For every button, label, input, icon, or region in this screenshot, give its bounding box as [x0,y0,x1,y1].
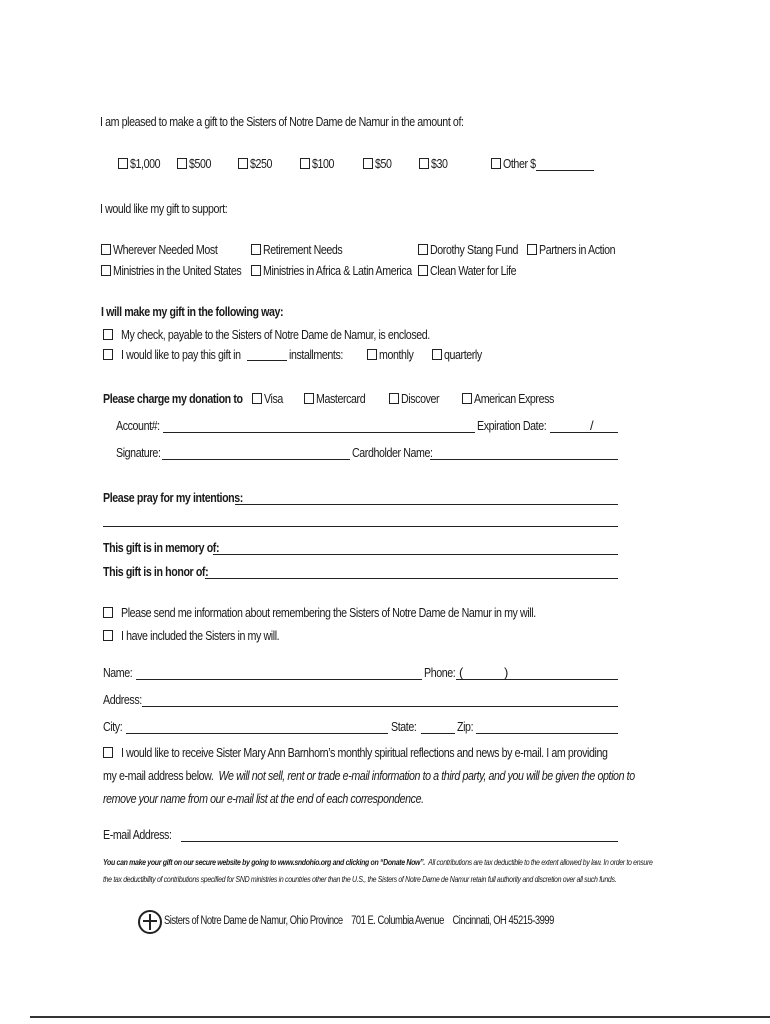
footer-address: Sisters of Notre Dame de Namur, Ohio Province 701 E. Columbia Avenue Cincinnati, OH 45215-3999 [164,915,554,927]
card-option-mastercard[interactable]: Mastercard [304,391,376,406]
checkbox-icon[interactable] [103,349,113,360]
zip-field[interactable] [476,733,618,734]
installments-option[interactable]: I would like to pay this gift in [103,347,267,362]
state-field[interactable] [421,733,455,734]
email-opt-line3: remove your name from our e-mail list at the end of each correspondence. [103,791,424,806]
name-field[interactable] [136,679,422,680]
phone-open-paren: ( [459,665,463,680]
card-option-discover[interactable]: Discover [389,391,448,406]
honor-label: This gift is in honor of: [103,564,209,579]
zip-label: Zip: [457,719,474,734]
support-option-wherever[interactable]: Wherever Needed Most [101,242,240,257]
city-label: City: [103,719,123,734]
checkbox-icon[interactable] [103,747,113,758]
quarterly-option[interactable]: quarterly [432,347,490,362]
support-option-dorothy[interactable]: Dorothy Stang Fund [418,242,537,257]
phone-label: Phone: [424,665,456,680]
city-field[interactable] [126,733,388,734]
checkbox-icon[interactable] [103,329,113,340]
amount-option-50[interactable]: $50 [363,156,395,171]
monthly-option[interactable]: monthly [367,347,421,362]
address-field[interactable] [142,706,618,707]
amount-option-30[interactable]: $30 [419,156,451,171]
checkbox-icon[interactable] [251,244,261,255]
checkbox-icon[interactable] [252,393,262,404]
intro-text: I am pleased to make a gift to the Sisters of Notre Dame de Namur in the amount of: [100,114,464,129]
email-opt-line2: my e-mail address below. We will not sell, rent or trade e-mail information to a third party, and you will be given the option to [103,768,635,783]
checkbox-icon[interactable] [177,158,187,169]
checkbox-icon[interactable] [367,349,377,360]
intentions-field[interactable] [235,504,618,505]
account-field[interactable] [163,432,475,433]
check-option[interactable]: My check, payable to the Sisters of Notre Dame de Namur, is enclosed. [103,327,498,342]
email-field[interactable] [181,841,618,842]
installments-suffix: installments: [289,347,343,362]
signature-label: Signature: [116,445,161,460]
installments-count-field[interactable] [247,360,287,361]
checkbox-icon[interactable] [432,349,442,360]
checkbox-icon[interactable] [101,265,111,276]
state-label: State: [391,719,417,734]
checkbox-icon[interactable] [527,244,537,255]
memory-field[interactable] [213,554,618,555]
fine-print-line2: the tax deductibility of contributions specified for SND ministries in countries other than the U.S., the Sisters of Notre Dame de Namur retain full authority and discretion over all such funds. [103,874,617,884]
checkbox-icon[interactable] [418,265,428,276]
checkbox-icon[interactable] [304,393,314,404]
cardholder-field[interactable] [430,459,618,460]
page-bottom-rule [30,1016,770,1018]
checkbox-icon[interactable] [118,158,128,169]
honor-field[interactable] [205,578,618,579]
checkbox-icon[interactable] [103,630,113,641]
card-option-visa[interactable]: Visa [252,391,287,406]
intentions-field-2[interactable] [103,526,618,527]
will-included-option[interactable]: I have included the Sisters in my will. [103,628,314,643]
expiration-field[interactable] [550,432,618,433]
email-label: E-mail Address: [103,827,172,842]
checkbox-icon[interactable] [300,158,310,169]
amount-option-500[interactable]: $500 [177,156,216,171]
support-option-water[interactable]: Clean Water for Life [418,263,535,278]
payment-way-heading: I will make my gift in the following way: [101,304,284,319]
account-label: Account#: [116,418,160,433]
support-option-retirement[interactable]: Retirement Needs [251,242,360,257]
expiration-label: Expiration Date: [477,418,547,433]
name-label: Name: [103,665,133,680]
checkbox-icon[interactable] [389,393,399,404]
expiration-separator: / [590,418,594,433]
will-info-option[interactable]: Please send me information about remembering the Sisters of Notre Dame de Namur in my will. [103,605,627,620]
checkbox-icon[interactable] [419,158,429,169]
checkbox-icon[interactable] [462,393,472,404]
checkbox-icon[interactable] [491,158,501,169]
card-option-amex[interactable]: American Express [462,391,571,406]
checkbox-icon[interactable] [363,158,373,169]
address-label: Address: [103,692,142,707]
checkbox-icon[interactable] [103,607,113,618]
phone-field[interactable] [456,679,618,680]
support-heading: I would like my gift to support: [100,201,228,216]
charge-label: Please charge my donation to [103,391,243,406]
memory-label: This gift is in memory of: [103,540,220,555]
checkbox-icon[interactable] [101,244,111,255]
checkbox-icon[interactable] [418,244,428,255]
email-opt-in[interactable]: I would like to receive Sister Mary Ann Barnhorn’s monthly spiritual reflections and news by e-mail. I am providing [103,745,715,760]
amount-option-other[interactable]: Other $ [491,156,543,171]
phone-close-paren: ) [504,665,508,680]
support-option-us[interactable]: Ministries in the United States [101,263,269,278]
checkbox-icon[interactable] [238,158,248,169]
fine-print-line1: You can make your gift on our secure website by going to www.sndohio.org and clicking on “Donate Now”. All contributions are tax deductible to the extent allowed by law. In order to ensure [103,857,653,867]
intentions-label: Please pray for my intentions: [103,490,243,505]
cross-logo-icon [138,910,162,934]
amount-option-1000[interactable]: $1,000 [118,156,167,171]
amount-option-100[interactable]: $100 [300,156,339,171]
support-option-partners[interactable]: Partners in Action [527,242,632,257]
other-amount-field[interactable] [536,170,594,171]
cardholder-label: Cardholder Name: [352,445,433,460]
amount-option-250[interactable]: $250 [238,156,277,171]
checkbox-icon[interactable] [251,265,261,276]
support-option-africa[interactable]: Ministries in Africa & Latin America [251,263,444,278]
signature-field[interactable] [162,459,350,460]
